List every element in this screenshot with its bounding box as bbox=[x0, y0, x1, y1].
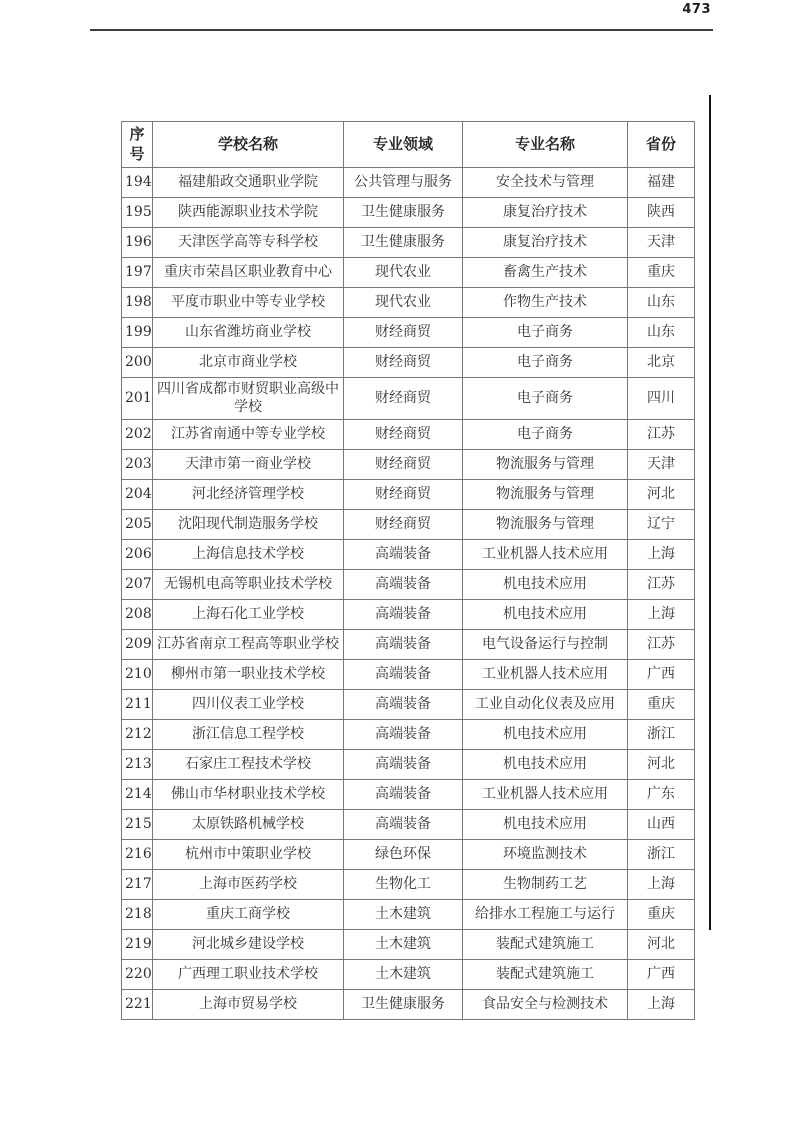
major-name: 工业自动化仪表及应用 bbox=[463, 690, 628, 720]
school-name: 陕西能源职业技术学院 bbox=[153, 197, 344, 227]
province: 北京 bbox=[628, 347, 695, 377]
major-name: 装配式建筑施工 bbox=[463, 930, 628, 960]
major-name: 生物制药工艺 bbox=[463, 870, 628, 900]
school-name: 山东省潍坊商业学校 bbox=[153, 317, 344, 347]
school-name: 重庆市荣昌区职业教育中心 bbox=[153, 257, 344, 287]
table-row bbox=[122, 990, 695, 1020]
table-row bbox=[122, 257, 695, 287]
row-number: 221 bbox=[122, 990, 153, 1020]
province: 江苏 bbox=[628, 630, 695, 660]
table-row bbox=[122, 810, 695, 840]
row-number: 214 bbox=[122, 780, 153, 810]
page-number: 473 bbox=[682, 2, 711, 17]
province: 天津 bbox=[628, 227, 695, 257]
table-row bbox=[122, 420, 695, 450]
table-row bbox=[122, 510, 695, 540]
row-number: 197 bbox=[122, 257, 153, 287]
table-row bbox=[122, 347, 695, 377]
major-field: 高端装备 bbox=[344, 660, 463, 690]
header-school-name: 学校名称 bbox=[153, 122, 344, 168]
row-number: 195 bbox=[122, 197, 153, 227]
province: 天津 bbox=[628, 450, 695, 480]
table-row bbox=[122, 780, 695, 810]
province: 重庆 bbox=[628, 257, 695, 287]
major-field: 卫生健康服务 bbox=[344, 197, 463, 227]
school-name: 江苏省南京工程高等职业学校 bbox=[153, 630, 344, 660]
major-name: 康复治疗技术 bbox=[463, 197, 628, 227]
row-number: 218 bbox=[122, 900, 153, 930]
major-field: 财经商贸 bbox=[344, 480, 463, 510]
school-name: 广西理工职业技术学校 bbox=[153, 960, 344, 990]
major-name: 电子商务 bbox=[463, 377, 628, 420]
row-number: 215 bbox=[122, 810, 153, 840]
table-row bbox=[122, 930, 695, 960]
major-field: 财经商贸 bbox=[344, 347, 463, 377]
province: 江苏 bbox=[628, 420, 695, 450]
school-name: 上海信息技术学校 bbox=[153, 540, 344, 570]
table-row bbox=[122, 450, 695, 480]
table-row bbox=[122, 167, 695, 197]
school-name: 柳州市第一职业技术学校 bbox=[153, 660, 344, 690]
row-number: 213 bbox=[122, 750, 153, 780]
row-number: 200 bbox=[122, 347, 153, 377]
province: 河北 bbox=[628, 480, 695, 510]
school-name: 福建船政交通职业学院 bbox=[153, 167, 344, 197]
table-row bbox=[122, 287, 695, 317]
school-name: 上海市医药学校 bbox=[153, 870, 344, 900]
province: 浙江 bbox=[628, 720, 695, 750]
row-number: 196 bbox=[122, 227, 153, 257]
major-name: 电子商务 bbox=[463, 347, 628, 377]
province: 浙江 bbox=[628, 840, 695, 870]
major-field: 财经商贸 bbox=[344, 317, 463, 347]
major-name: 电子商务 bbox=[463, 317, 628, 347]
table-row bbox=[122, 540, 695, 570]
school-name: 浙江信息工程学校 bbox=[153, 720, 344, 750]
table-row bbox=[122, 600, 695, 630]
province: 河北 bbox=[628, 750, 695, 780]
school-name: 北京市商业学校 bbox=[153, 347, 344, 377]
major-field: 财经商贸 bbox=[344, 450, 463, 480]
province: 广西 bbox=[628, 960, 695, 990]
major-field: 卫生健康服务 bbox=[344, 227, 463, 257]
row-number: 206 bbox=[122, 540, 153, 570]
major-name: 机电技术应用 bbox=[463, 720, 628, 750]
major-name: 物流服务与管理 bbox=[463, 450, 628, 480]
major-field: 高端装备 bbox=[344, 750, 463, 780]
major-name: 机电技术应用 bbox=[463, 600, 628, 630]
table-row bbox=[122, 227, 695, 257]
school-name: 沈阳现代制造服务学校 bbox=[153, 510, 344, 540]
major-field: 高端装备 bbox=[344, 690, 463, 720]
major-name: 装配式建筑施工 bbox=[463, 960, 628, 990]
table-header-row bbox=[122, 122, 695, 168]
row-number: 208 bbox=[122, 600, 153, 630]
major-field: 高端装备 bbox=[344, 540, 463, 570]
major-name: 机电技术应用 bbox=[463, 810, 628, 840]
school-name: 平度市职业中等专业学校 bbox=[153, 287, 344, 317]
row-number: 212 bbox=[122, 720, 153, 750]
header-row-number: 序号 bbox=[122, 122, 153, 168]
province: 河北 bbox=[628, 930, 695, 960]
school-name: 石家庄工程技术学校 bbox=[153, 750, 344, 780]
major-name: 安全技术与管理 bbox=[463, 167, 628, 197]
row-number: 209 bbox=[122, 630, 153, 660]
major-name: 机电技术应用 bbox=[463, 570, 628, 600]
table-row bbox=[122, 660, 695, 690]
row-number: 202 bbox=[122, 420, 153, 450]
row-number: 198 bbox=[122, 287, 153, 317]
major-name: 作物生产技术 bbox=[463, 287, 628, 317]
table-row bbox=[122, 317, 695, 347]
row-number: 210 bbox=[122, 660, 153, 690]
row-number: 216 bbox=[122, 840, 153, 870]
row-number: 220 bbox=[122, 960, 153, 990]
row-number: 219 bbox=[122, 930, 153, 960]
province: 陕西 bbox=[628, 197, 695, 227]
major-field: 高端装备 bbox=[344, 630, 463, 660]
major-name: 机电技术应用 bbox=[463, 750, 628, 780]
table-row bbox=[122, 480, 695, 510]
major-field: 公共管理与服务 bbox=[344, 167, 463, 197]
province: 上海 bbox=[628, 990, 695, 1020]
row-number: 204 bbox=[122, 480, 153, 510]
school-name: 四川省成都市财贸职业高级中学校 bbox=[153, 377, 344, 420]
school-name: 河北城乡建设学校 bbox=[153, 930, 344, 960]
major-field: 生物化工 bbox=[344, 870, 463, 900]
major-field: 土木建筑 bbox=[344, 960, 463, 990]
major-name: 物流服务与管理 bbox=[463, 510, 628, 540]
school-name: 天津医学高等专科学校 bbox=[153, 227, 344, 257]
table-row bbox=[122, 750, 695, 780]
major-field: 土木建筑 bbox=[344, 930, 463, 960]
province: 上海 bbox=[628, 870, 695, 900]
major-field: 高端装备 bbox=[344, 720, 463, 750]
school-name: 河北经济管理学校 bbox=[153, 480, 344, 510]
province: 山东 bbox=[628, 317, 695, 347]
province: 山西 bbox=[628, 810, 695, 840]
row-number: 201 bbox=[122, 377, 153, 420]
table-row bbox=[122, 197, 695, 227]
major-name: 工业机器人技术应用 bbox=[463, 540, 628, 570]
table-row bbox=[122, 870, 695, 900]
major-field: 现代农业 bbox=[344, 257, 463, 287]
province: 山东 bbox=[628, 287, 695, 317]
province: 上海 bbox=[628, 600, 695, 630]
province: 重庆 bbox=[628, 690, 695, 720]
province: 江苏 bbox=[628, 570, 695, 600]
school-name: 杭州市中策职业学校 bbox=[153, 840, 344, 870]
table-row bbox=[122, 720, 695, 750]
major-field: 财经商贸 bbox=[344, 377, 463, 420]
major-field: 高端装备 bbox=[344, 780, 463, 810]
major-field: 土木建筑 bbox=[344, 900, 463, 930]
row-number: 205 bbox=[122, 510, 153, 540]
major-field: 现代农业 bbox=[344, 287, 463, 317]
major-field: 高端装备 bbox=[344, 570, 463, 600]
table-row bbox=[122, 690, 695, 720]
major-field: 卫生健康服务 bbox=[344, 990, 463, 1020]
table-row bbox=[122, 630, 695, 660]
school-name: 天津市第一商业学校 bbox=[153, 450, 344, 480]
school-name: 重庆工商学校 bbox=[153, 900, 344, 930]
province: 上海 bbox=[628, 540, 695, 570]
school-name: 四川仪表工业学校 bbox=[153, 690, 344, 720]
major-name: 环境监测技术 bbox=[463, 840, 628, 870]
school-name: 佛山市华材职业技术学校 bbox=[153, 780, 344, 810]
row-number: 199 bbox=[122, 317, 153, 347]
school-name: 太原铁路机械学校 bbox=[153, 810, 344, 840]
school-name: 上海石化工业学校 bbox=[153, 600, 344, 630]
major-name: 电气设备运行与控制 bbox=[463, 630, 628, 660]
major-name: 给排水工程施工与运行 bbox=[463, 900, 628, 930]
school-name: 上海市贸易学校 bbox=[153, 990, 344, 1020]
major-field: 绿色环保 bbox=[344, 840, 463, 870]
row-number: 207 bbox=[122, 570, 153, 600]
school-name: 无锡机电高等职业技术学校 bbox=[153, 570, 344, 600]
province: 福建 bbox=[628, 167, 695, 197]
major-name: 工业机器人技术应用 bbox=[463, 660, 628, 690]
table-row bbox=[122, 900, 695, 930]
province: 重庆 bbox=[628, 900, 695, 930]
province: 广东 bbox=[628, 780, 695, 810]
major-name: 康复治疗技术 bbox=[463, 227, 628, 257]
schools-table bbox=[121, 121, 695, 1020]
major-field: 财经商贸 bbox=[344, 420, 463, 450]
row-number: 194 bbox=[122, 167, 153, 197]
major-name: 电子商务 bbox=[463, 420, 628, 450]
table-row bbox=[122, 960, 695, 990]
major-name: 畜禽生产技术 bbox=[463, 257, 628, 287]
major-field: 财经商贸 bbox=[344, 510, 463, 540]
row-number: 211 bbox=[122, 690, 153, 720]
header-major-field: 专业领域 bbox=[344, 122, 463, 168]
table-row bbox=[122, 840, 695, 870]
right-margin-rule bbox=[709, 95, 711, 930]
header-province: 省份 bbox=[628, 122, 695, 168]
row-number: 203 bbox=[122, 450, 153, 480]
major-name: 工业机器人技术应用 bbox=[463, 780, 628, 810]
table-row bbox=[122, 570, 695, 600]
school-name: 江苏省南通中等专业学校 bbox=[153, 420, 344, 450]
major-name: 食品安全与检测技术 bbox=[463, 990, 628, 1020]
province: 广西 bbox=[628, 660, 695, 690]
province: 四川 bbox=[628, 377, 695, 420]
major-field: 高端装备 bbox=[344, 810, 463, 840]
province: 辽宁 bbox=[628, 510, 695, 540]
header-rule bbox=[90, 29, 713, 31]
header-major-name: 专业名称 bbox=[463, 122, 628, 168]
major-field: 高端装备 bbox=[344, 600, 463, 630]
table-row bbox=[122, 377, 695, 420]
major-name: 物流服务与管理 bbox=[463, 480, 628, 510]
row-number: 217 bbox=[122, 870, 153, 900]
